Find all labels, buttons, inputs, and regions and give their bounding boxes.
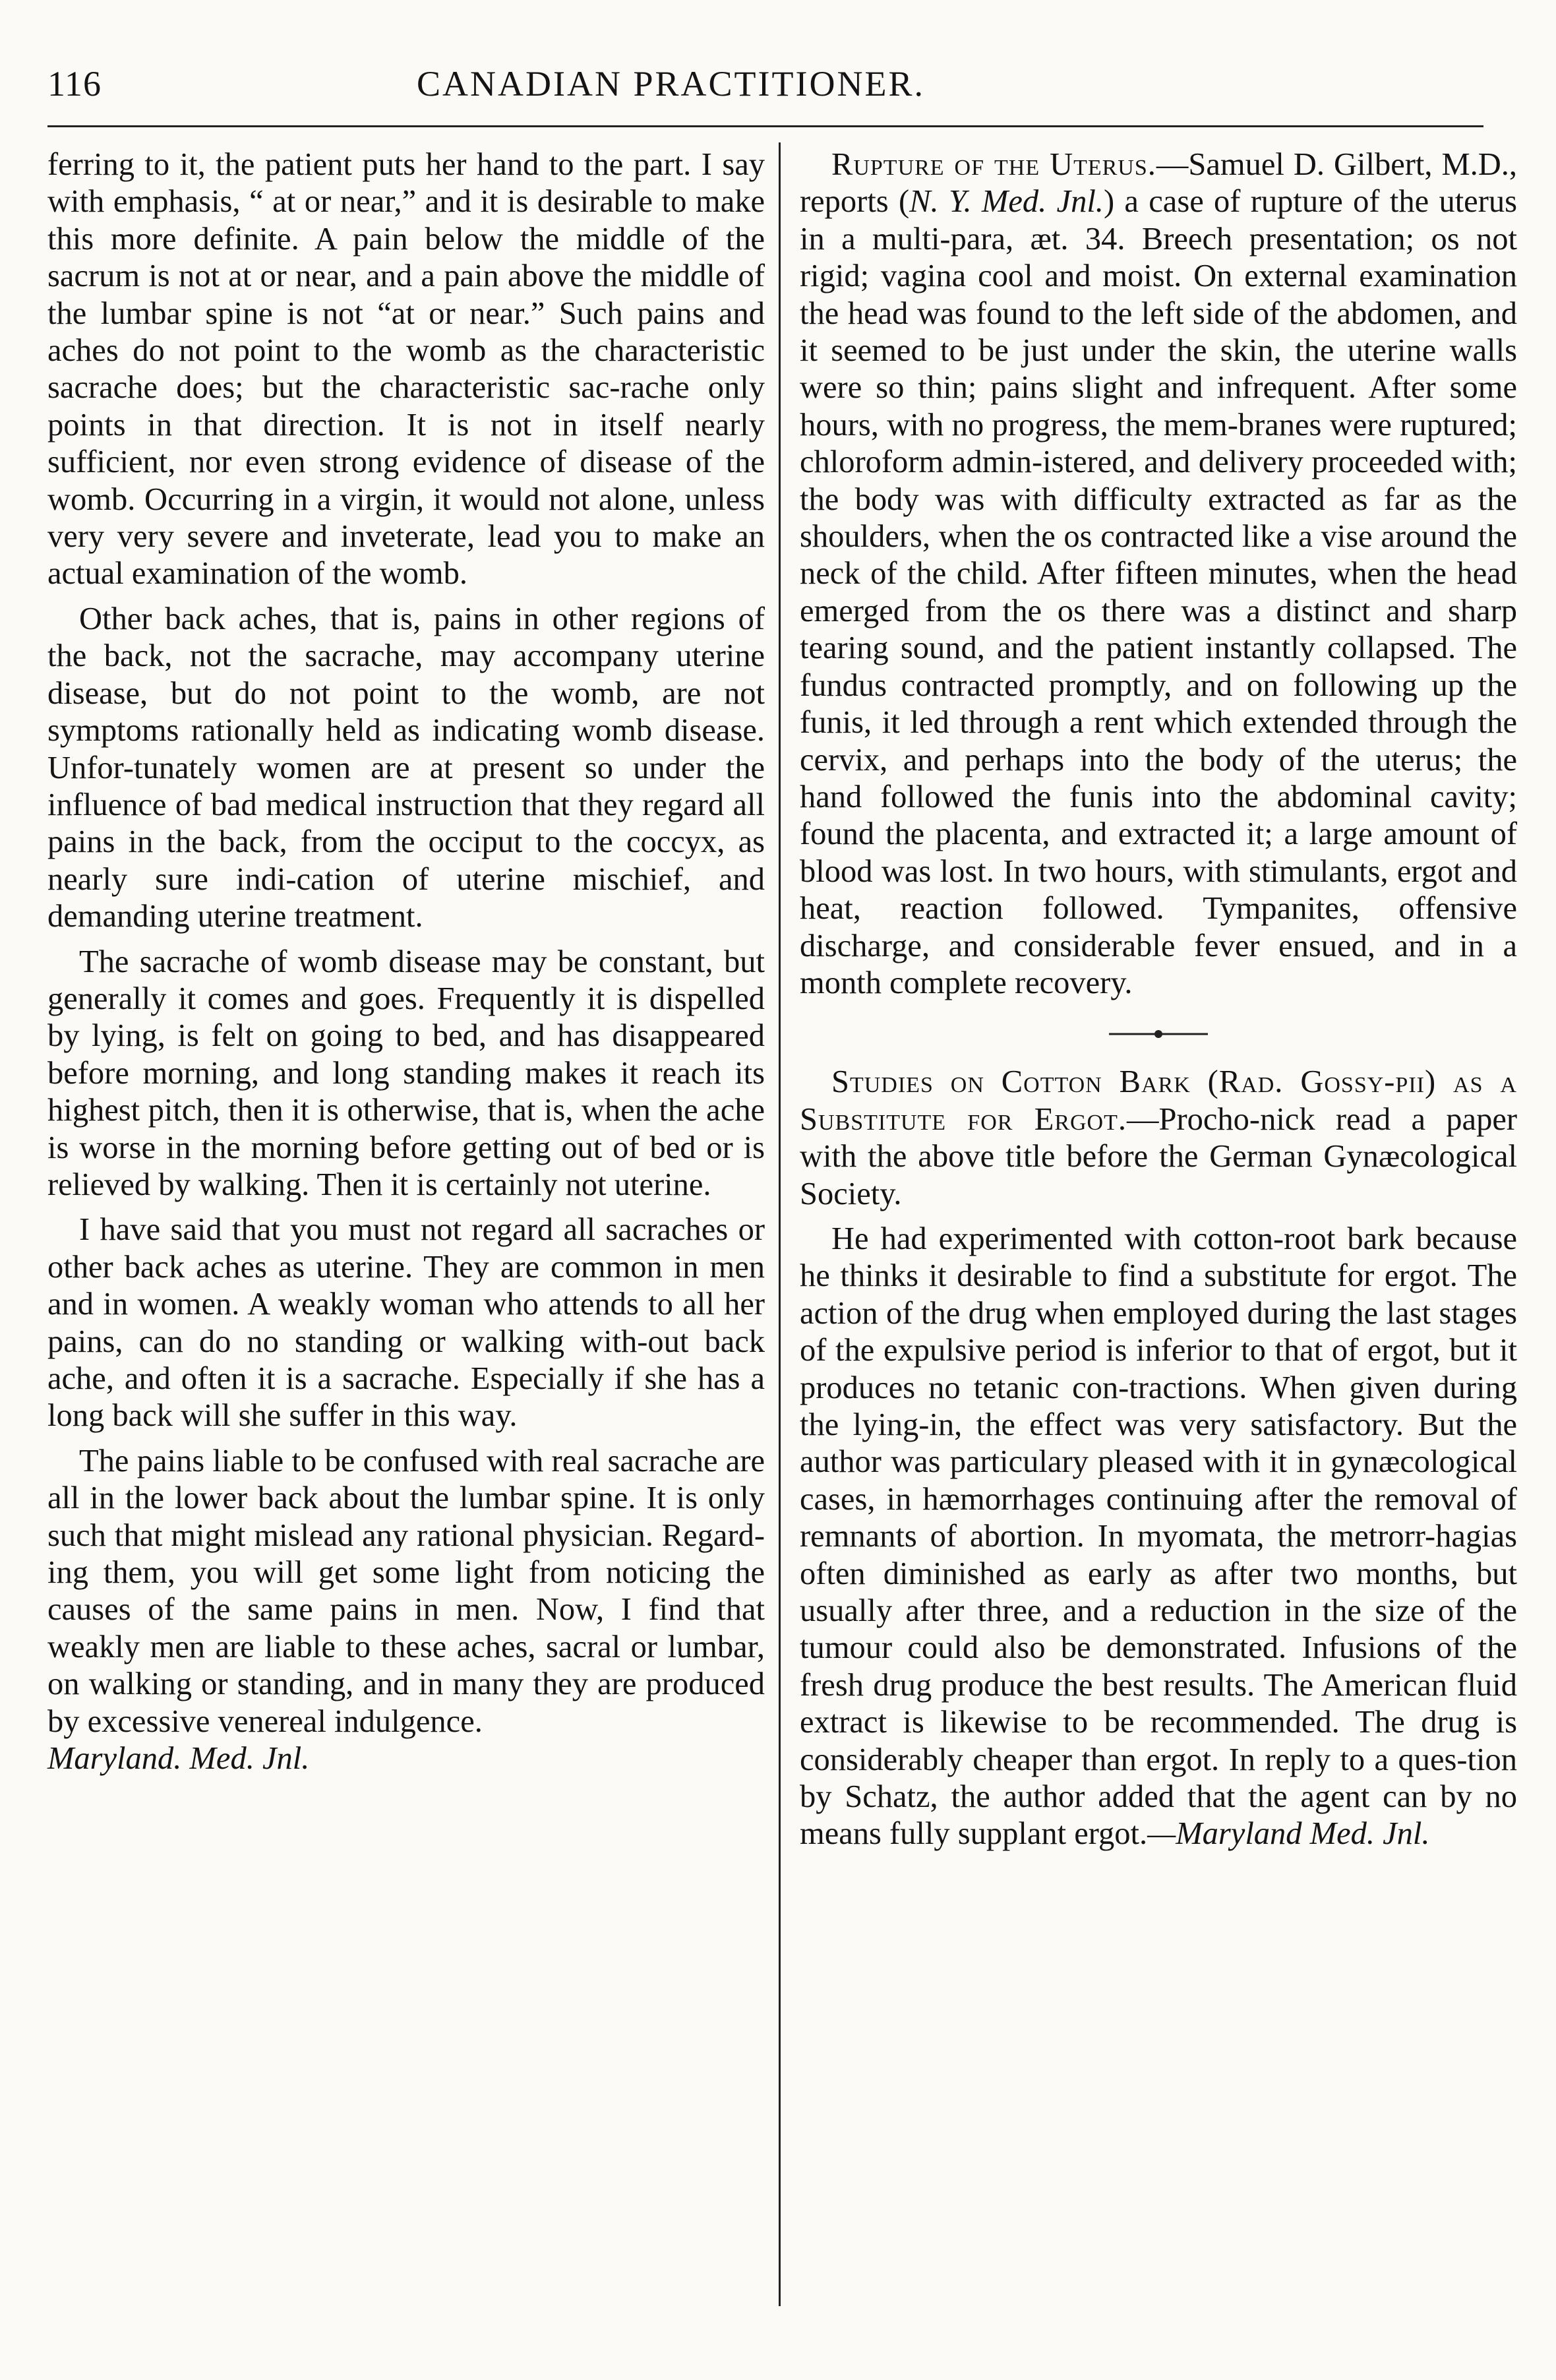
paragraph — [800, 1221, 1517, 1853]
paragraph-text: The pains liable to be confused with real sacrache are all in the lower back about the lumbar spine. It is only such that might mislead any rational physician. Regard-ing them, you will get some light from noticing the causes of the same pains in men. Now, I find that weakly men are liable to these aches, sacral or lumbar, on walking or standing, and in many they are produced by excessive venereal indulgence. — [47, 1443, 765, 1739]
paragraph — [47, 1443, 765, 1778]
column-divider — [779, 142, 781, 2306]
page-number: 116 — [47, 64, 102, 104]
paragraph: The sacrache of womb disease may be constant, but generally it comes and goes. Frequently it is dispelled by lying, is felt on going to bed, and has disappeared before morning, and long standing makes it reach its highest pitch, then it is otherwise, that is, when the ache is worse in the morning before getting out of bed or is relieved by walking. Then it is certainly not uterine. — [47, 944, 765, 1202]
article-body: ) a case of rupture of the uterus in a multi-para, æt. 34. Breech presentation; os not rigid; vagina cool and moist. On external examination the head was found to the left side of the abdomen, and it seemed to be just under the skin, the uterine walls were so thin; pains slight and infrequent. After some hours, with no progress, the mem-branes were ruptured; chloroform admin-istered, and delivery proceeded with; the body was with difficulty extracted as far as the shoulders, when the os contracted like a vise around the neck of the child. After fifteen minutes, when the head emerged from the os there was a distinct and sharp tearing sound, and the patient instantly collapsed. The fundus contracted promptly, and on following up the funis, it led through a rent which extended through the cervix, and perhaps into the body of the uterus; the hand followed the funis into the abdominal cavity; found the placenta, and extracted it; a large amount of blood was lost. In two hours, with stimulants, ergot and heat, reaction followed. Tympanites, offensive discharge, and considerable fever ensued, and in a month complete recovery. — [800, 184, 1517, 1000]
header-rule — [47, 125, 1483, 127]
paragraph-text: He had experimented with cotton-root bark because he thinks it desirable to find a substitute for ergot. The action of the drug when employed during the last stages of the expulsive period is inferior to that of ergot, but it produces no tetanic con-tractions. When given during the lying-in, the effect was very satisfactory. But the author was particulary pleased with it in gynæcological cases, in hæmorrhages continuing after the removal of remnants of abortion. In myomata, the metrorr-hagias often diminished as early as after two months, but usually after three, and a reduction in the size of the tumour could also be demonstrated. Infusions of the fresh drug produce the best results. The American fluid extract is likewise to be recommended. The drug is considerably cheaper than ergot. In reply to a ques-tion by Schatz, the author added that the agent can by no means fully supplant ergot. — [800, 1221, 1517, 1852]
right-column — [800, 146, 1517, 1853]
left-column — [47, 146, 765, 1777]
source-citation: Maryland. Med. Jnl. — [47, 1741, 310, 1777]
article-lead: —Procho-nick read a paper with the above title before the German Gynæcological Society. — [800, 1101, 1517, 1211]
section-ornament — [800, 1011, 1517, 1057]
article-cotton-bark-heading — [800, 1064, 1517, 1213]
paragraph: ferring to it, the patient puts her hand to the part. I say with emphasis, “ at or near,” and it is desirable to make this more definite. A pain below the middle of the sacrum is not at or near, and a pain above the middle of the lumbar spine is not “at or near.” Such pains and aches do not point to the womb as the characteristic sacrache does; but the characteristic sac-rache only points in that direction. It is not in itself nearly sufficient, nor even strong evidence of disease of the womb. Occurring in a virgin, it would not alone, unless very very severe and inveterate, lead you to make an actual examination of the womb. — [47, 147, 765, 592]
article-heading: Rupture of the Uterus. — [831, 147, 1156, 182]
paragraph: I have said that you must not regard all sacraches or other back aches as uterine. They are common in men and in women. A weakly woman who attends to all her pains, can do no standing or walking with-out back ache, and often it is a sacrache. Especially if she has a long back will she suffer in this way. — [47, 1212, 765, 1434]
source-citation: —Maryland Med. Jnl. — [1147, 1816, 1430, 1852]
journal-name: N. Y. Med. Jnl. — [909, 184, 1104, 220]
paragraph: Other back aches, that is, pains in other regions of the back, not the sacrache, may accompany uterine disease, but do not point to the womb, are not symptoms rationally held as indicating womb disease. Unfor-tunately women are at present so under the influence of bad medical instruction that they regard all pains in the back, from the occiput to the coccyx, as nearly sure indi-cation of uterine mischief, and demanding uterine treatment. — [47, 601, 765, 934]
running-title: CANADIAN PRACTITIONER. — [417, 64, 925, 104]
article-rupture-of-uterus — [800, 146, 1517, 1002]
page-header — [47, 58, 1483, 109]
article-author-lead: —Samuel D. Gilbert, M.D., reports ( — [800, 147, 1517, 220]
ornament-rule-icon — [1109, 1027, 1208, 1041]
article-heading: Studies on Cotton Bark (Rad. Gossy-pii) as a Substitute for Ergot. — [800, 1064, 1517, 1137]
